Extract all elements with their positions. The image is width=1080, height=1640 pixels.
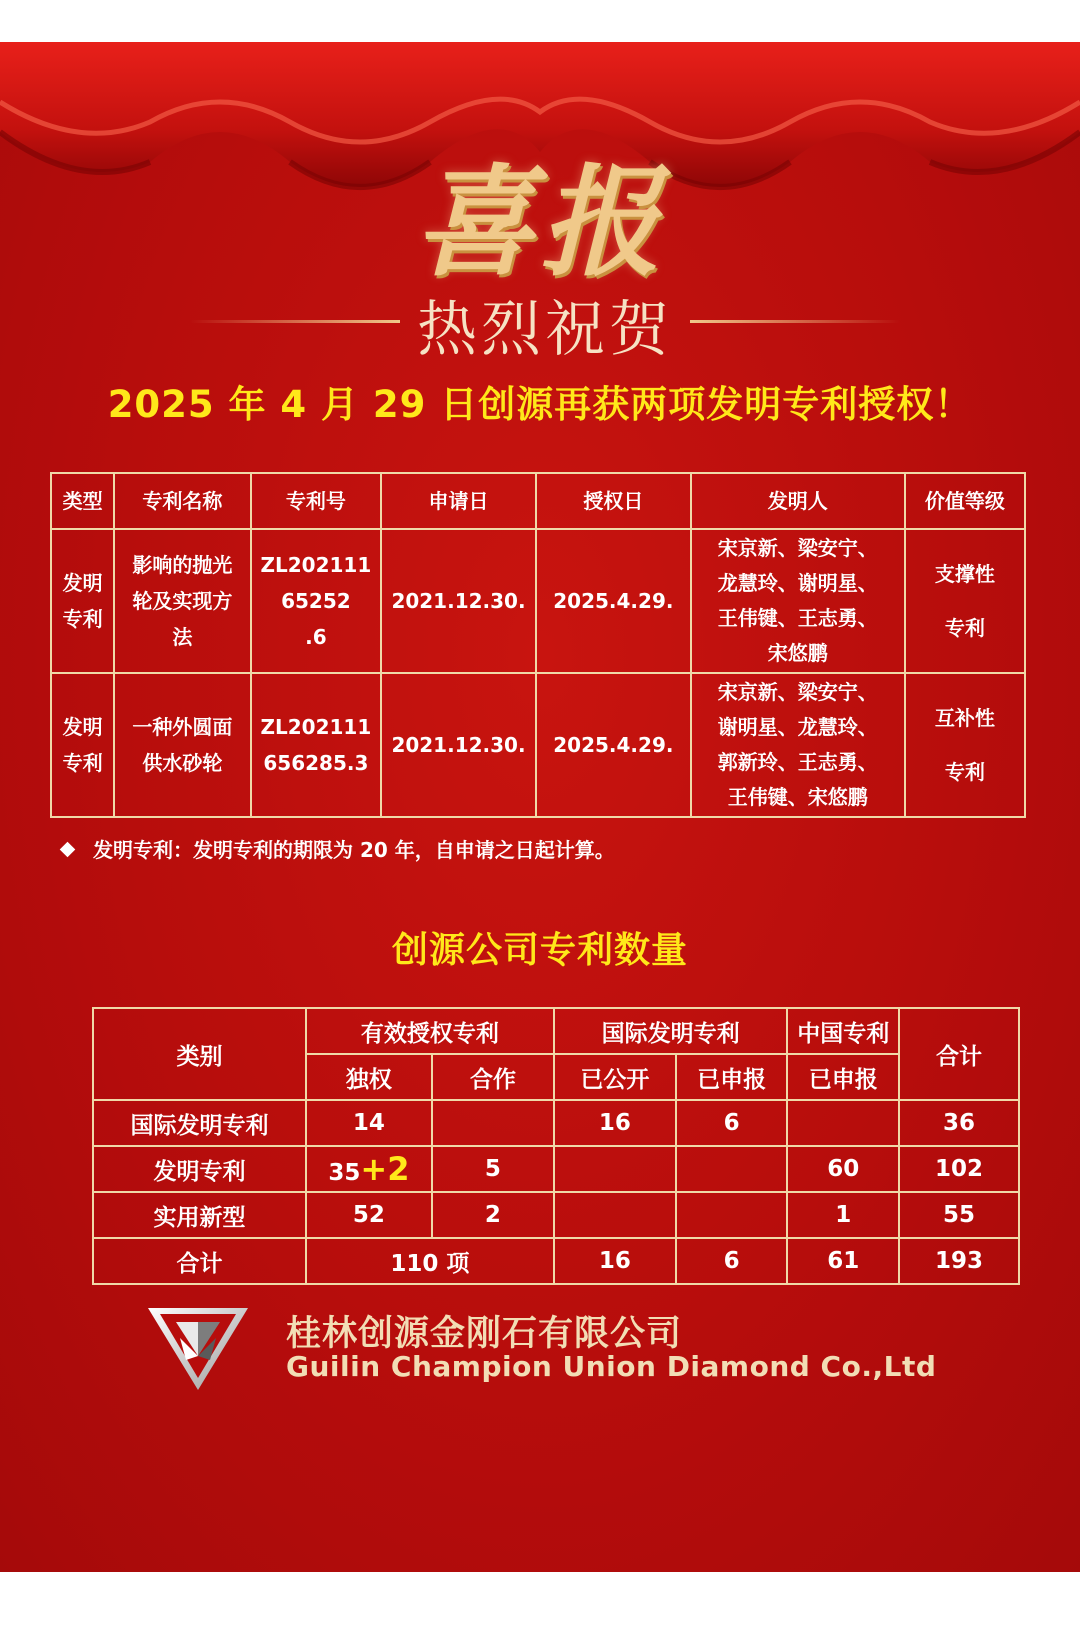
count-cell: 6 bbox=[676, 1100, 788, 1146]
patent-inventors: 宋京新、梁安宁、 谢明星、龙慧玲、 郭新玲、王志勇、 王伟键、宋悠鹏 bbox=[691, 673, 905, 817]
patent-row bbox=[51, 529, 1025, 673]
count-header-category: 类别 bbox=[93, 1008, 306, 1100]
patent-grant-date: 2025.4.29. bbox=[536, 673, 691, 817]
count-row-label: 合计 bbox=[93, 1238, 306, 1284]
patent-apply-date: 2021.12.30. bbox=[381, 673, 536, 817]
count-cell bbox=[432, 1100, 554, 1146]
patent-grant-date: 2025.4.29. bbox=[536, 529, 691, 673]
patent-name: 影响的抛光 轮及实现方 法 bbox=[114, 529, 251, 673]
header-number: 专利号 bbox=[251, 473, 381, 529]
count-row bbox=[93, 1192, 1019, 1238]
header-grant-date: 授权日 bbox=[536, 473, 691, 529]
patent-count-table bbox=[92, 1007, 1020, 1285]
patent-table-header-row bbox=[51, 473, 1025, 529]
header-name: 专利名称 bbox=[114, 473, 251, 529]
headline-xibao: 喜报 bbox=[414, 152, 666, 293]
patent-level: 支撑性 专利 bbox=[905, 529, 1025, 673]
subtitle-congrats: 热烈祝贺 bbox=[417, 295, 673, 365]
patent-term-note bbox=[62, 834, 615, 863]
poster-background bbox=[0, 42, 1080, 1572]
patent-grant-table bbox=[50, 472, 1026, 818]
count-subheader: 已申报 bbox=[676, 1054, 788, 1100]
patent-number: ZL202111 656285.3 bbox=[251, 673, 381, 817]
count-cell bbox=[676, 1146, 788, 1192]
header-inventors: 发明人 bbox=[691, 473, 905, 529]
patent-level: 互补性 专利 bbox=[905, 673, 1025, 817]
count-row-label: 实用新型 bbox=[93, 1192, 306, 1238]
count-cell: 110 项 bbox=[306, 1238, 554, 1284]
header-level: 价值等级 bbox=[905, 473, 1025, 529]
header-apply-date: 申请日 bbox=[381, 473, 536, 529]
patent-inventors: 宋京新、梁安宁、 龙慧玲、谢明星、 王伟键、王志勇、 宋悠鹏 bbox=[691, 529, 905, 673]
count-cell: 6 bbox=[676, 1238, 788, 1284]
patent-row bbox=[51, 673, 1025, 817]
count-total-row bbox=[93, 1238, 1019, 1284]
note-text: 发明专利：发明专利的期限为 20 年，自申请之日起计算。 bbox=[93, 838, 615, 862]
count-cell: 36 bbox=[899, 1100, 1019, 1146]
count-header-total: 合计 bbox=[899, 1008, 1019, 1100]
count-subheader: 已申报 bbox=[787, 1054, 899, 1100]
count-subheader: 独权 bbox=[306, 1054, 432, 1100]
count-cell: 35+2 bbox=[306, 1146, 432, 1192]
patent-name: 一种外圆面 供水砂轮 bbox=[114, 673, 251, 817]
gold-divider-right bbox=[690, 320, 900, 323]
count-cell: 61 bbox=[787, 1238, 899, 1284]
count-row-label: 发明专利 bbox=[93, 1146, 306, 1192]
count-cell: 1 bbox=[787, 1192, 899, 1238]
count-row-label: 国际发明专利 bbox=[93, 1100, 306, 1146]
company-name-english: Guilin Champion Union Diamond Co.,Ltd bbox=[286, 1350, 937, 1383]
count-cell: 14 bbox=[306, 1100, 432, 1146]
count-cell: 52 bbox=[306, 1192, 432, 1238]
company-name-chinese: 桂林创源金刚石有限公司 bbox=[286, 1314, 683, 1354]
count-header-valid: 有效授权专利 bbox=[306, 1008, 554, 1054]
count-header-row bbox=[93, 1008, 1019, 1054]
patent-type: 发明 专利 bbox=[51, 673, 114, 817]
count-cell: 5 bbox=[432, 1146, 554, 1192]
patent-type: 发明 专利 bbox=[51, 529, 114, 673]
count-row bbox=[93, 1100, 1019, 1146]
count-subheader: 已公开 bbox=[554, 1054, 676, 1100]
count-cell: 102 bbox=[899, 1146, 1019, 1192]
count-cell: 16 bbox=[554, 1100, 676, 1146]
announcement-heading: 2025 年 4 月 29 日创源再获两项发明专利授权！ bbox=[107, 383, 973, 426]
count-cell bbox=[787, 1100, 899, 1146]
count-cell: 55 bbox=[899, 1192, 1019, 1238]
new-grants-highlight: +2 bbox=[360, 1150, 410, 1188]
count-cell bbox=[554, 1146, 676, 1192]
count-cell: 2 bbox=[432, 1192, 554, 1238]
patent-count-title: 创源公司专利数量 bbox=[391, 930, 688, 971]
company-logo-icon bbox=[146, 1304, 250, 1392]
count-row bbox=[93, 1146, 1019, 1192]
patent-number: ZL202111 65252 .6 bbox=[251, 529, 381, 673]
header-type: 类型 bbox=[51, 473, 114, 529]
gold-divider-left bbox=[190, 320, 400, 323]
count-cell: 16 bbox=[554, 1238, 676, 1284]
patent-apply-date: 2021.12.30. bbox=[381, 529, 536, 673]
count-subheader: 合作 bbox=[432, 1054, 554, 1100]
count-cell: 60 bbox=[787, 1146, 899, 1192]
count-cell: 193 bbox=[899, 1238, 1019, 1284]
count-header-intl: 国际发明专利 bbox=[554, 1008, 788, 1054]
count-header-china: 中国专利 bbox=[787, 1008, 899, 1054]
count-cell bbox=[554, 1192, 676, 1238]
diamond-bullet-icon bbox=[60, 842, 76, 858]
subtitle-row bbox=[0, 282, 1080, 365]
count-cell bbox=[676, 1192, 788, 1238]
